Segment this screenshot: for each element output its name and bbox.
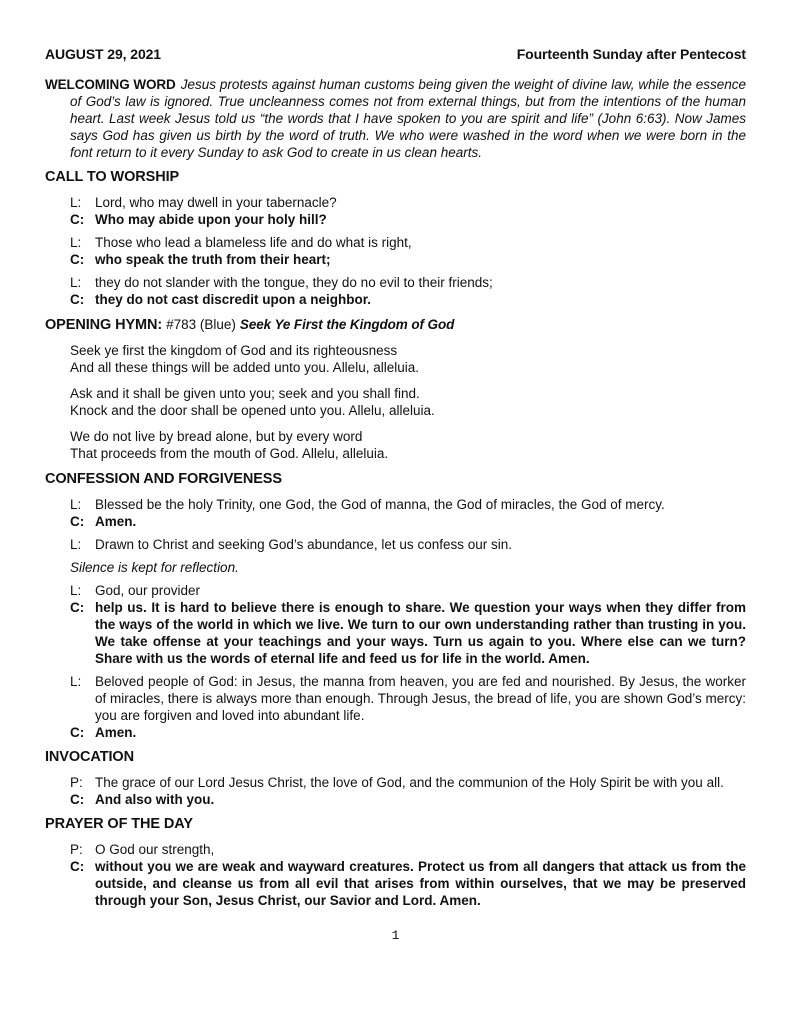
call-to-worship-heading: CALL TO WORSHIP xyxy=(45,169,180,185)
dialogue-text: who speak the truth from their heart; xyxy=(95,252,331,267)
speaker-label: C: xyxy=(70,514,85,529)
hymn-line: Knock and the door shall be opened unto you. Allelu, alleluia. xyxy=(70,403,435,418)
hymn-line: That proceeds from the mouth of God. Allelu, alleluia. xyxy=(70,446,389,461)
dialogue-text: help us. It is hard to believe there is enough to share. We question your ways when they differ from the ways of the world in which we live. We turn to our own understanding rather than trusting in you. We take offense at your teachings and your ways. Turn us again to you. Where else can we turn? Share with us the words of eternal life and feed us for life in the world. Amen. xyxy=(95,600,746,666)
speaker-label: C: xyxy=(70,600,85,615)
dialogue-line xyxy=(70,791,746,808)
dialogue-line xyxy=(70,536,746,553)
dialogue-line xyxy=(70,724,746,741)
hymn-line: We do not live by bread alone, but by every word xyxy=(70,429,363,444)
dialogue-group xyxy=(45,234,746,268)
speaker-label: L: xyxy=(70,195,82,210)
document-header xyxy=(45,46,746,63)
page-number: 1 xyxy=(391,928,400,943)
speaker-label: P: xyxy=(70,842,83,857)
header-sunday-title: Fourteenth Sunday after Pentecost xyxy=(516,46,746,62)
dialogue-line xyxy=(70,513,746,530)
hymn-stanza xyxy=(70,342,746,376)
dialogue-line xyxy=(70,274,746,291)
dialogue-text: Amen. xyxy=(95,725,137,740)
dialogue-group xyxy=(45,774,746,808)
dialogue-line xyxy=(70,841,746,858)
speaker-label: C: xyxy=(70,252,85,267)
silence-rubric: Silence is kept for reflection. xyxy=(70,560,239,575)
confession-heading: CONFESSION AND FORGIVENESS xyxy=(45,471,282,487)
dialogue-text: Drawn to Christ and seeking God’s abundance, let us confess our sin. xyxy=(95,537,512,552)
section-call-to-worship xyxy=(45,169,746,308)
invocation-heading: INVOCATION xyxy=(45,749,134,765)
section-confession xyxy=(45,471,746,741)
section-invocation xyxy=(45,749,746,808)
speaker-label: L: xyxy=(70,537,82,552)
prayer-of-the-day-heading: PRAYER OF THE DAY xyxy=(45,816,193,832)
hymn-line: Seek ye first the kingdom of God and its righteousness xyxy=(70,343,398,358)
opening-hymn-heading-line xyxy=(45,316,746,334)
dialogue-group xyxy=(45,841,746,909)
dialogue-text: Amen. xyxy=(95,514,137,529)
dialogue-text: Lord, who may dwell in your tabernacle? xyxy=(95,195,337,210)
dialogue-line xyxy=(70,774,746,791)
dialogue-text: Blessed be the holy Trinity, one God, the God of manna, the God of miracles, the God of mercy. xyxy=(95,497,665,512)
dialogue-text: without you we are weak and wayward creatures. Protect us from all dangers that attack us from the outside, and cleanse us from all evil that arises from within ourselves, that we may be preserved through your Son, Jesus Christ, our Savior and Lord. Amen. xyxy=(95,859,746,908)
dialogue-group xyxy=(45,496,746,530)
section-opening-hymn xyxy=(45,316,746,462)
speaker-label: P: xyxy=(70,775,83,790)
dialogue-group xyxy=(45,536,746,553)
dialogue-text: they do not slander with the tongue, they do no evil to their friends; xyxy=(95,275,493,290)
dialogue-text: Those who lead a blameless life and do what is right, xyxy=(95,235,412,250)
dialogue-text: God, our provider xyxy=(95,583,201,598)
speaker-label: L: xyxy=(70,674,82,689)
speaker-label: C: xyxy=(70,859,85,874)
speaker-label: C: xyxy=(70,792,85,807)
hymn-title: Seek Ye First the Kingdom of God xyxy=(239,317,455,332)
dialogue-text: O God our strength, xyxy=(95,842,215,857)
speaker-label: L: xyxy=(70,235,82,250)
dialogue-group xyxy=(45,673,746,741)
dialogue-text: Beloved people of God: in Jesus, the manna from heaven, you are fed and nourished. By Jesus, the worker of miracles, there is always more than enough. Through Jesus, the bread of life, you are shown God’s mercy: you are forgiven and loved into abundant life. xyxy=(95,674,746,723)
speaker-label: C: xyxy=(70,212,85,227)
dialogue-line xyxy=(70,251,746,268)
dialogue-text: Who may abide upon your holy hill? xyxy=(95,212,327,227)
dialogue-line xyxy=(70,599,746,667)
dialogue-line xyxy=(70,194,746,211)
dialogue-line xyxy=(70,858,746,909)
dialogue-group xyxy=(45,274,746,308)
dialogue-group xyxy=(45,582,746,667)
hymn-line: And all these things will be added unto you. Allelu, alleluia. xyxy=(70,360,419,375)
speaker-label: L: xyxy=(70,275,82,290)
dialogue-text: The grace of our Lord Jesus Christ, the love of God, and the communion of the Holy Spirit be with you all. xyxy=(95,775,724,790)
dialogue-group xyxy=(45,194,746,228)
speaker-label: C: xyxy=(70,725,85,740)
hymn-number: #783 (Blue) xyxy=(166,317,236,332)
welcoming-word-paragraph xyxy=(45,76,746,161)
dialogue-line xyxy=(70,673,746,724)
dialogue-line xyxy=(70,582,746,599)
hymn-line: Ask and it shall be given unto you; seek and you shall find. xyxy=(70,386,420,401)
opening-hymn-label: OPENING HYMN: xyxy=(45,317,163,333)
hymn-stanza xyxy=(70,385,746,419)
section-prayer-of-the-day xyxy=(45,816,746,909)
speaker-label: C: xyxy=(70,292,85,307)
hymn-stanza xyxy=(70,428,746,462)
dialogue-line xyxy=(70,211,746,228)
header-date: AUGUST 29, 2021 xyxy=(45,46,161,62)
dialogue-line xyxy=(70,291,746,308)
dialogue-text: they do not cast discredit upon a neighbor. xyxy=(95,292,372,307)
dialogue-text: And also with you. xyxy=(95,792,215,807)
dialogue-line xyxy=(70,234,746,251)
speaker-label: L: xyxy=(70,583,82,598)
dialogue-line xyxy=(70,496,746,513)
speaker-label: L: xyxy=(70,497,82,512)
welcoming-word-text: Jesus protests against human customs being given the weight of divine law, while the essence of God’s law is ignored. True uncleanness comes not from external things, but from the intentions of the human heart. Last week Jesus told us “the words that I have spoken to you are spirit and life” (John 6:63). Now James says God has given us birth by the word of truth. We who were washed in the word when we were born in the font return to it every Sunday to ask God to create in us clean hearts. xyxy=(70,77,746,160)
welcoming-word-heading: WELCOMING WORD xyxy=(45,77,176,92)
